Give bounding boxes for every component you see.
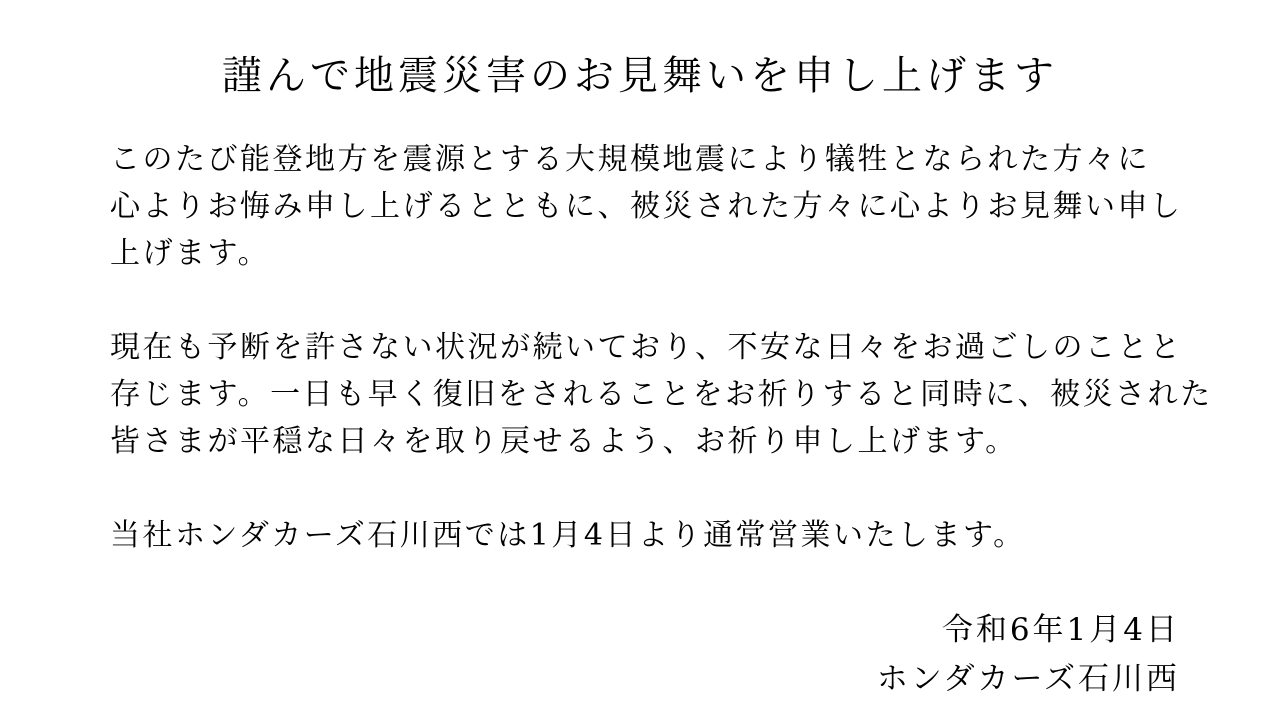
notice-body [110,136,1213,559]
paragraph-line: 心よりお悔み申し上げるとともに、被災された方々に心よりお見舞い申し [110,189,1183,224]
paragraph-line: 皆さまが平穏な日々を取り戻せるよう、お祈り申し上げます。 [110,424,1018,459]
paragraph-line: 存じます。一日も早く復旧をされることをお祈りすると同時に、被災された [110,377,1213,412]
company-signature: ホンダカーズ石川西 [876,661,1180,697]
business-hours-paragraph [110,512,1180,559]
recovery-wishes-paragraph [110,324,1213,465]
notice-date: 令和6年1月4日 [941,612,1180,648]
paragraph-line: 上げます。 [110,236,271,271]
notice-title: 謹んで地震災害のお見舞いを申し上げます [222,53,1058,99]
paragraph-line: 現在も予断を許さない状況が続いており、不安な日々をお過ごしのことと [110,330,1183,365]
notice-footer [110,606,1180,704]
paragraph-line: このたび能登地方を震源とする大規模地震により犠牲となられた方々に [110,142,1150,177]
paragraph-line: 当社ホンダカーズ石川西では1月4日より通常営業いたします。 [110,518,1026,553]
condolence-paragraph [110,136,1183,277]
